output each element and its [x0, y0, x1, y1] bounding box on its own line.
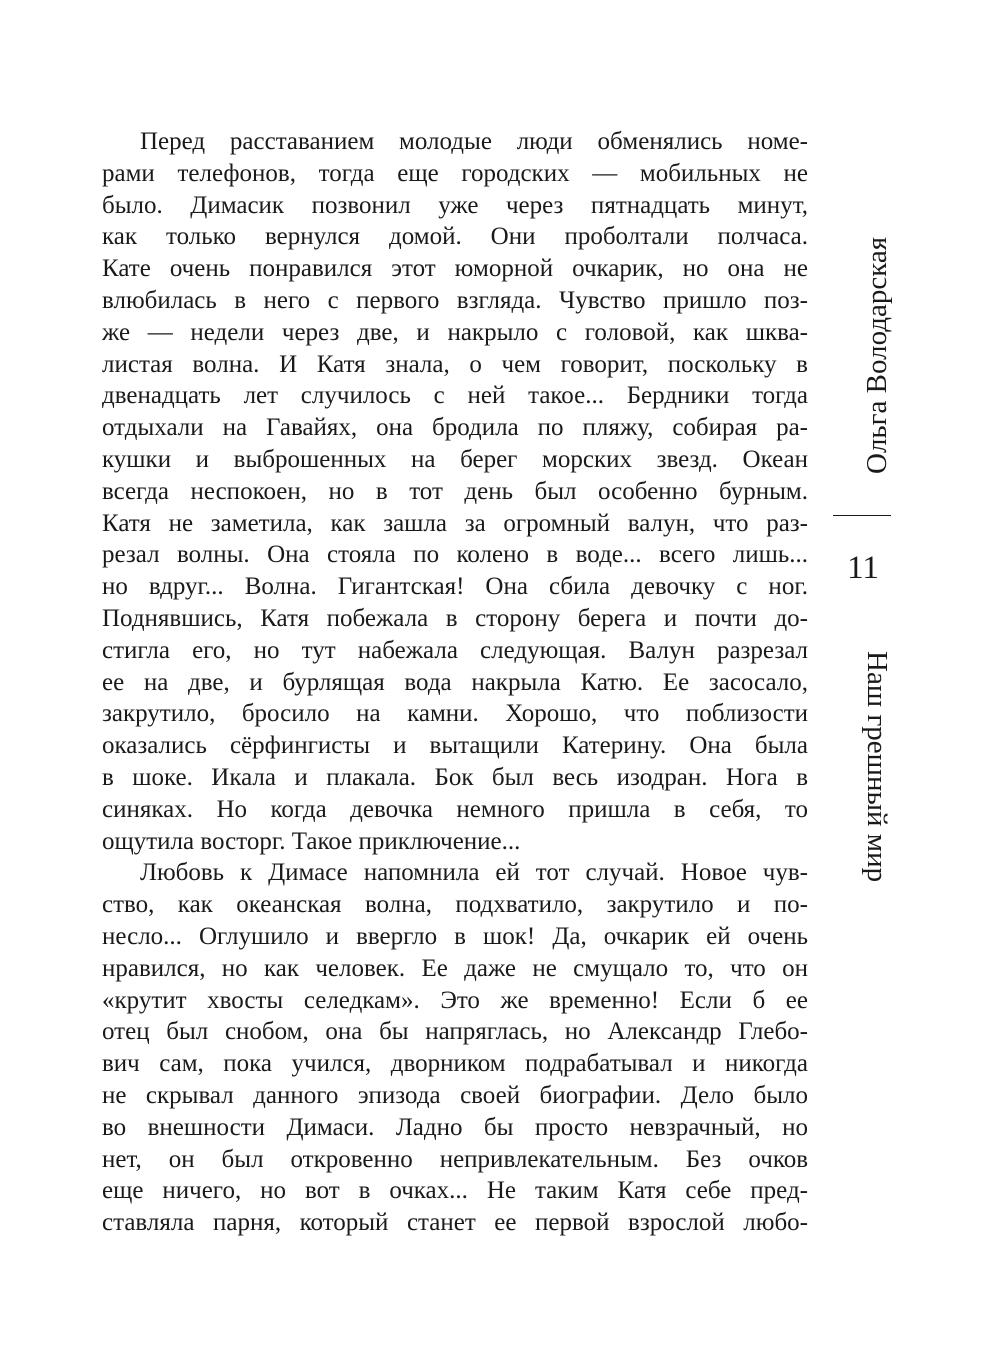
- text-line: было. Димасик позвонил уже через пятнадцать минут,: [102, 191, 808, 219]
- text-line: закрутило, бросило на камни. Хорошо, что поблизости: [102, 700, 808, 728]
- text-line: Любовь к Димасе напомнила ей тот случай. Новое чув-: [140, 859, 808, 887]
- text-line: листая волна. И Катя знала, о чем говорит, поскольку в: [102, 350, 808, 378]
- text-line: оказались сёрфингисты и вытащили Катерину. Она была: [102, 732, 808, 760]
- text-line: рами телефонов, тогда еще городских — мобильных не: [102, 159, 808, 187]
- running-head: [833, 0, 903, 1346]
- text-line: ее на две, и бурлящая вода накрыла Катю. Ее засосало,: [102, 668, 808, 696]
- text-line: не скрывал данного эпизода своей биографии. Дело было: [102, 1081, 808, 1109]
- text-line: ощутила восторг. Такое приключение...: [102, 827, 521, 855]
- text-line: несло... Оглушило и ввергло в шок! Да, очкарик ей очень: [102, 922, 808, 950]
- text-line: синяках. Но когда девочка немного пришла в себя, то: [102, 795, 808, 823]
- text-line: «крутит хвосты селедкам». Это же временно! Если б ее: [102, 986, 808, 1014]
- text-line: же — недели через две, и накрыло с головой, как шква-: [102, 318, 808, 346]
- text-line: двенадцать лет случилось с ней такое... Бердники тогда: [102, 382, 808, 410]
- text-line: ставляла парня, который станет ее первой взрослой любо-: [102, 1209, 808, 1237]
- text-line: Кате очень понравился этот юморной очкарик, но она не: [102, 255, 808, 283]
- text-line: Катя не заметила, как зашла за огромный валун, что раз-: [102, 509, 808, 537]
- text-line: как только вернулся домой. Они проболтали полчаса.: [102, 223, 808, 251]
- text-line: нравился, но как человек. Ее даже не смущало то, что он: [102, 954, 808, 982]
- text-line: кушки и выброшенных на берег морских звезд. Океан: [102, 445, 808, 473]
- text-line: отец был снобом, она бы напряглась, но Александр Глебо-: [102, 1018, 808, 1046]
- running-head-divider: [833, 515, 891, 516]
- text-line: резал волны. Она стояла по колено в воде... всего лишь...: [102, 541, 808, 569]
- text-line: Перед расставанием молодые люди обменялись номе-: [140, 128, 808, 155]
- book-title: Наш грешный мир: [861, 651, 893, 883]
- text-line: Поднявшись, Катя побежала в сторону берега и почти до-: [102, 604, 808, 632]
- text-line: влюбилась в него с первого взгляда. Чувство пришло поз-: [102, 286, 808, 314]
- page-number: 11: [847, 550, 879, 586]
- text-line: вич сам, пока учился, дворником подрабатывал и никогда: [102, 1050, 808, 1078]
- text-line: ство, как океанская волна, подхватило, закрутило и по-: [102, 891, 808, 919]
- text-line: нет, он был откровенно непривлекательным. Без очков: [102, 1145, 808, 1173]
- text-line: еще ничего, но вот в очках... Не таким Катя себе пред-: [102, 1177, 808, 1205]
- text-line: в шоке. Икала и плакала. Бок был весь изодран. Нога в: [102, 763, 808, 791]
- text-line: но вдруг... Волна. Гигантская! Она сбила девочку с ног.: [102, 573, 808, 601]
- paragraph: [102, 126, 808, 857]
- body-text: [102, 126, 808, 1239]
- paragraph: [102, 857, 808, 1239]
- author-name: Ольга Володарская: [861, 236, 893, 474]
- text-line: стигла его, но тут набежала следующая. Валун разрезал: [102, 636, 808, 664]
- text-line: во внешности Димаси. Ладно бы просто невзрачный, но: [102, 1113, 808, 1141]
- text-line: отдыхали на Гавайях, она бродила по пляжу, собирая ра-: [102, 414, 808, 442]
- text-line: всегда неспокоен, но в тот день был особенно бурным.: [102, 477, 808, 505]
